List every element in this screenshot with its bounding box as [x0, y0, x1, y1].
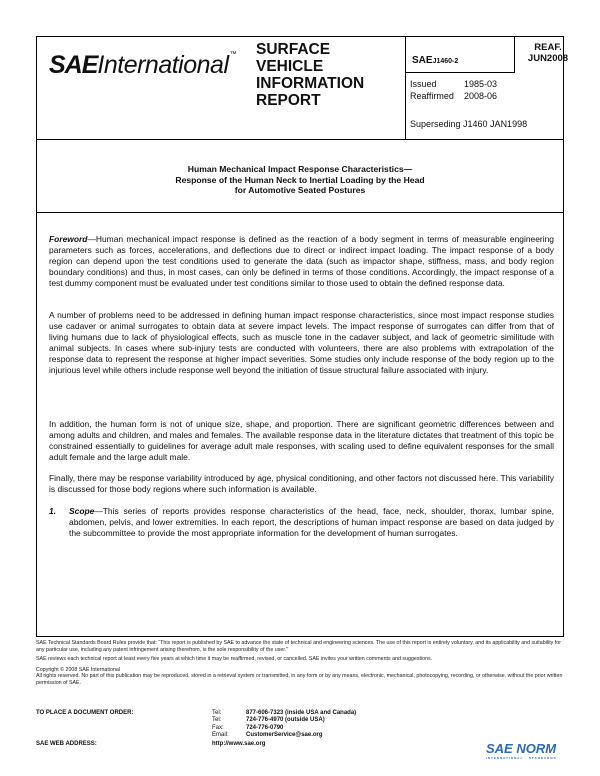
footer-copyright: Copyright © 2008 SAE International [36, 666, 120, 673]
status-line: JUN2008 [527, 53, 569, 64]
doc-prefix: SAE [412, 55, 433, 66]
footer-rules: SAE Technical Standards Board Rules provide that: “This report is published by SAE to advance the state of technical and engineering sciences. The use of this report is entirely voluntary, and its applicability and suitability for any particular use, including any patent infringement arising therefrom, is the sole responsibility of the user.” [36, 640, 561, 653]
web-link[interactable]: http://www.sae.org [212, 741, 266, 747]
report-type-line: REPORT [256, 92, 321, 109]
reaffirmed-label: Reaffirmed [410, 91, 454, 101]
tel2-value: 724-776-4970 (outside USA) [246, 717, 325, 724]
document-info [405, 36, 569, 140]
human-form-paragraph: In addition, the human form is not of unique size, shape, and proportion. There are significant geometric differences between and among adults and children, and males and females. The available response data in the literature dictates that treatment of this topic be constrained essentially to guidelines for average adult male responses, with scaling used to define equivalent responses for the small adult female and the large adult male. [49, 419, 554, 462]
scope-paragraph [69, 506, 554, 539]
foreword-paragraph [49, 234, 554, 289]
status-line: REAF. [534, 42, 562, 53]
title-line: for Automotive Seated Postures [234, 185, 366, 195]
tel-value: 877-606-7323 (inside USA and Canada) [246, 710, 357, 716]
fax-label: Fax: [212, 724, 224, 731]
dates [410, 78, 497, 102]
watermark-subtext: INTERNATIONAL · STANDARDS [486, 756, 557, 760]
document-title [37, 164, 563, 196]
status-label [523, 42, 573, 64]
email-label: Email: [212, 731, 229, 738]
logo-trademark: ™ [229, 51, 237, 58]
tel-label: Tel: [212, 710, 222, 716]
doc-number [412, 55, 458, 66]
issued-row [410, 78, 497, 90]
body-block [36, 213, 564, 637]
web-label: SAE WEB ADDRESS: [36, 741, 97, 747]
sae-norm-watermark [486, 741, 557, 760]
variability-paragraph: Finally, there may be response variability introduced by age, physical conditioning, and other factors not discussed here. This variability is discussed for those body regions where such information is available. [49, 473, 554, 494]
watermark-text: SAE NORM [486, 741, 557, 756]
doc-number-box [406, 36, 515, 73]
scope-lead: Scope [69, 506, 95, 516]
tel2-label: Tel: [212, 717, 222, 724]
doc-number-value: J1460-2 [432, 58, 459, 65]
logo-sae: SAE [49, 51, 98, 79]
sae-international-logo [49, 51, 236, 80]
logo-international: International [97, 51, 229, 79]
superseding: Superseding J1460 JAN1998 [410, 119, 528, 129]
contact-values [246, 710, 356, 739]
title-line: Response of the Human Neck to Inertial Loading by the Head [175, 174, 425, 185]
report-type-line: VEHICLE [256, 58, 324, 75]
section-number: 1. [49, 506, 57, 516]
problems-paragraph: A number of problems need to be addressed in defining human impact response characteristics, since most impact response studies use cadaver or animal surrogates to obtain data at severe impact levels. The impact response of surrogates can differ from that of living humans due to lack of physiological effects, such as muscle tone in the cadaver subject, and lack of geometric similitude with animal subjects. In cases where sub-injury tests are conducted with volunteers, there are also problems with extrapolation of the response data to represent the response at higher impact severities. Some studies only include response of the body region up to the injurious level while others include response well beyond the initiation of tissue structural failure associated with injury. [49, 310, 554, 375]
issued-value: 1985-03 [464, 79, 498, 89]
fax-value: 724-776-0790 [246, 724, 284, 731]
footer [36, 640, 566, 687]
report-type [256, 41, 364, 109]
title-line: Human Mechanical Impact Response Characteristics— [187, 164, 413, 174]
report-type-line: INFORMATION [256, 75, 365, 92]
footer-rights: All rights reserved. No part of this publication may be reproduced, stored in a retrieval system or transmitted, in any form or by any means, electronic, mechanical, photocopying, recording, or otherwise, without the prior written permission of SAE. [36, 673, 563, 686]
email-link[interactable]: CustomerService@sae.org [246, 731, 323, 738]
footer-review: SAE reviews each technical report at least every five years at which time it may be reaffirmed, revised, or cancelled. SAE invites your written comments and suggestions. [36, 656, 433, 663]
status-box [515, 36, 600, 73]
report-type-line: SURFACE [256, 41, 331, 58]
scope-text: —This series of reports provides response characteristics of the head, face, neck, shoulder, thorax, lumbar spine, abdomen, pelvis, and lower extremities. In each report, the descriptions of human impact response are based on data judged by the subcommittee to provide the most appropriate information for the development of human surrogates. [69, 506, 554, 538]
order-label: TO PLACE A DOCUMENT ORDER: [36, 710, 134, 716]
title-block [36, 140, 564, 213]
reaffirmed-row [410, 90, 497, 102]
foreword-lead: Foreword [49, 234, 88, 244]
foreword-text: —Human mechanical impact response is defined as the reaction of a body segment in terms of measurable engineering parameters such as forces, accelerations, and deflections due to direct or indirect impact loading. The impact response of a body region can depend upon the test conditions used to generate the data (such as impactor shape, stiffness, mass, and body region boundary conditions) and thus, in most cases, can only be defined in terms of those conditions. Accordingly, the impact response of a test dummy component must be evaluated under test conditions similar to those used to obtain the defined response data. [49, 234, 554, 288]
reaffirmed-value: 2008-06 [464, 91, 498, 101]
issued-label: Issued [410, 79, 437, 89]
